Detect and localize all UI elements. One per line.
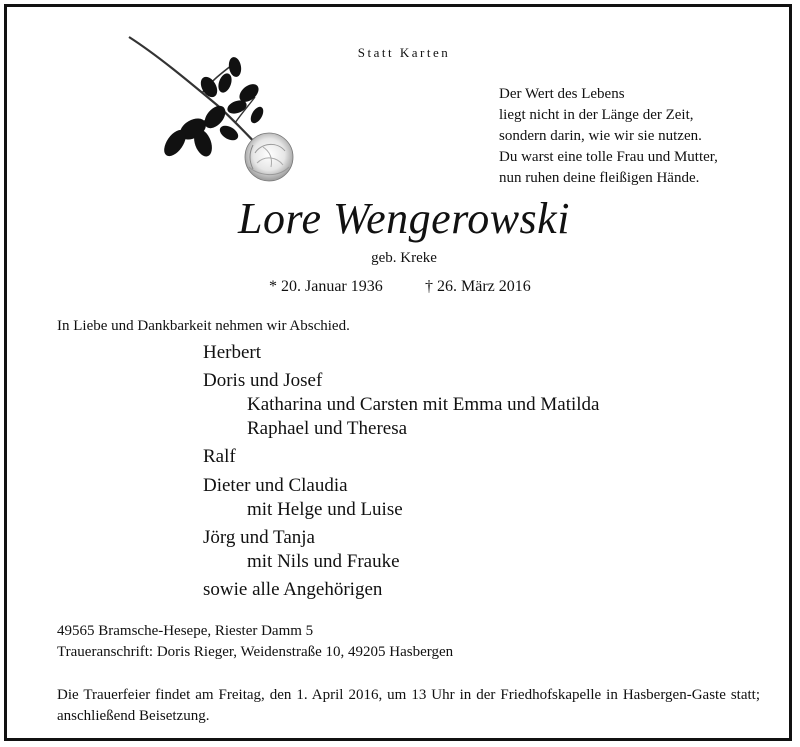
family-member: mit Helge und Luise — [247, 499, 403, 520]
death-date: † 26. März 2016 — [425, 278, 531, 295]
family-member: Jörg und Tanja — [203, 527, 315, 548]
obituary-frame — [4, 4, 792, 741]
home-address: 49565 Bramsche-Hesepe, Riester Damm 5 — [57, 623, 314, 639]
birth-date: * 20. Januar 1936 — [269, 278, 383, 295]
family-member: Dieter und Claudia — [203, 475, 348, 496]
header-text: Statt Karten — [357, 45, 451, 60]
mourning-address: Traueranschrift: Doris Rieger, Weidenstraße 10, 49205 Hasbergen — [57, 644, 454, 660]
family-member: Doris und Josef — [203, 370, 323, 391]
motto-line: sondern darin, wie wir sie nutzen. — [499, 128, 702, 144]
family-member: mit Nils und Frauke — [247, 551, 400, 572]
motto-line: liegt nicht in der Länge der Zeit, — [499, 107, 694, 123]
motto-line: Der Wert des Lebens — [499, 86, 625, 102]
family-member: Herbert — [203, 342, 262, 363]
deceased-name: Lore Wengerowski — [238, 194, 570, 243]
family-member: Raphael und Theresa — [247, 418, 408, 439]
motto-verse — [499, 84, 718, 189]
family-member: Katharina und Carsten mit Emma und Matilda — [247, 394, 600, 415]
family-member: Ralf — [203, 446, 236, 467]
family-member: sowie alle Angehörigen — [203, 579, 383, 600]
maiden-name: geb. Kreke — [371, 250, 437, 266]
motto-line: nun ruhen deine fleißigen Hände. — [499, 170, 700, 186]
funeral-service-notice: Die Trauerfeier findet am Freitag, den 1. April 2016, um 13 Uhr in der Friedhofskapelle in Hasbergen-Gaste statt; anschließend Beisetzung. — [57, 687, 760, 724]
farewell-intro: In Liebe und Dankbarkeit nehmen wir Abschied. — [57, 318, 350, 334]
motto-line: Du warst eine tolle Frau und Mutter, — [499, 149, 718, 165]
